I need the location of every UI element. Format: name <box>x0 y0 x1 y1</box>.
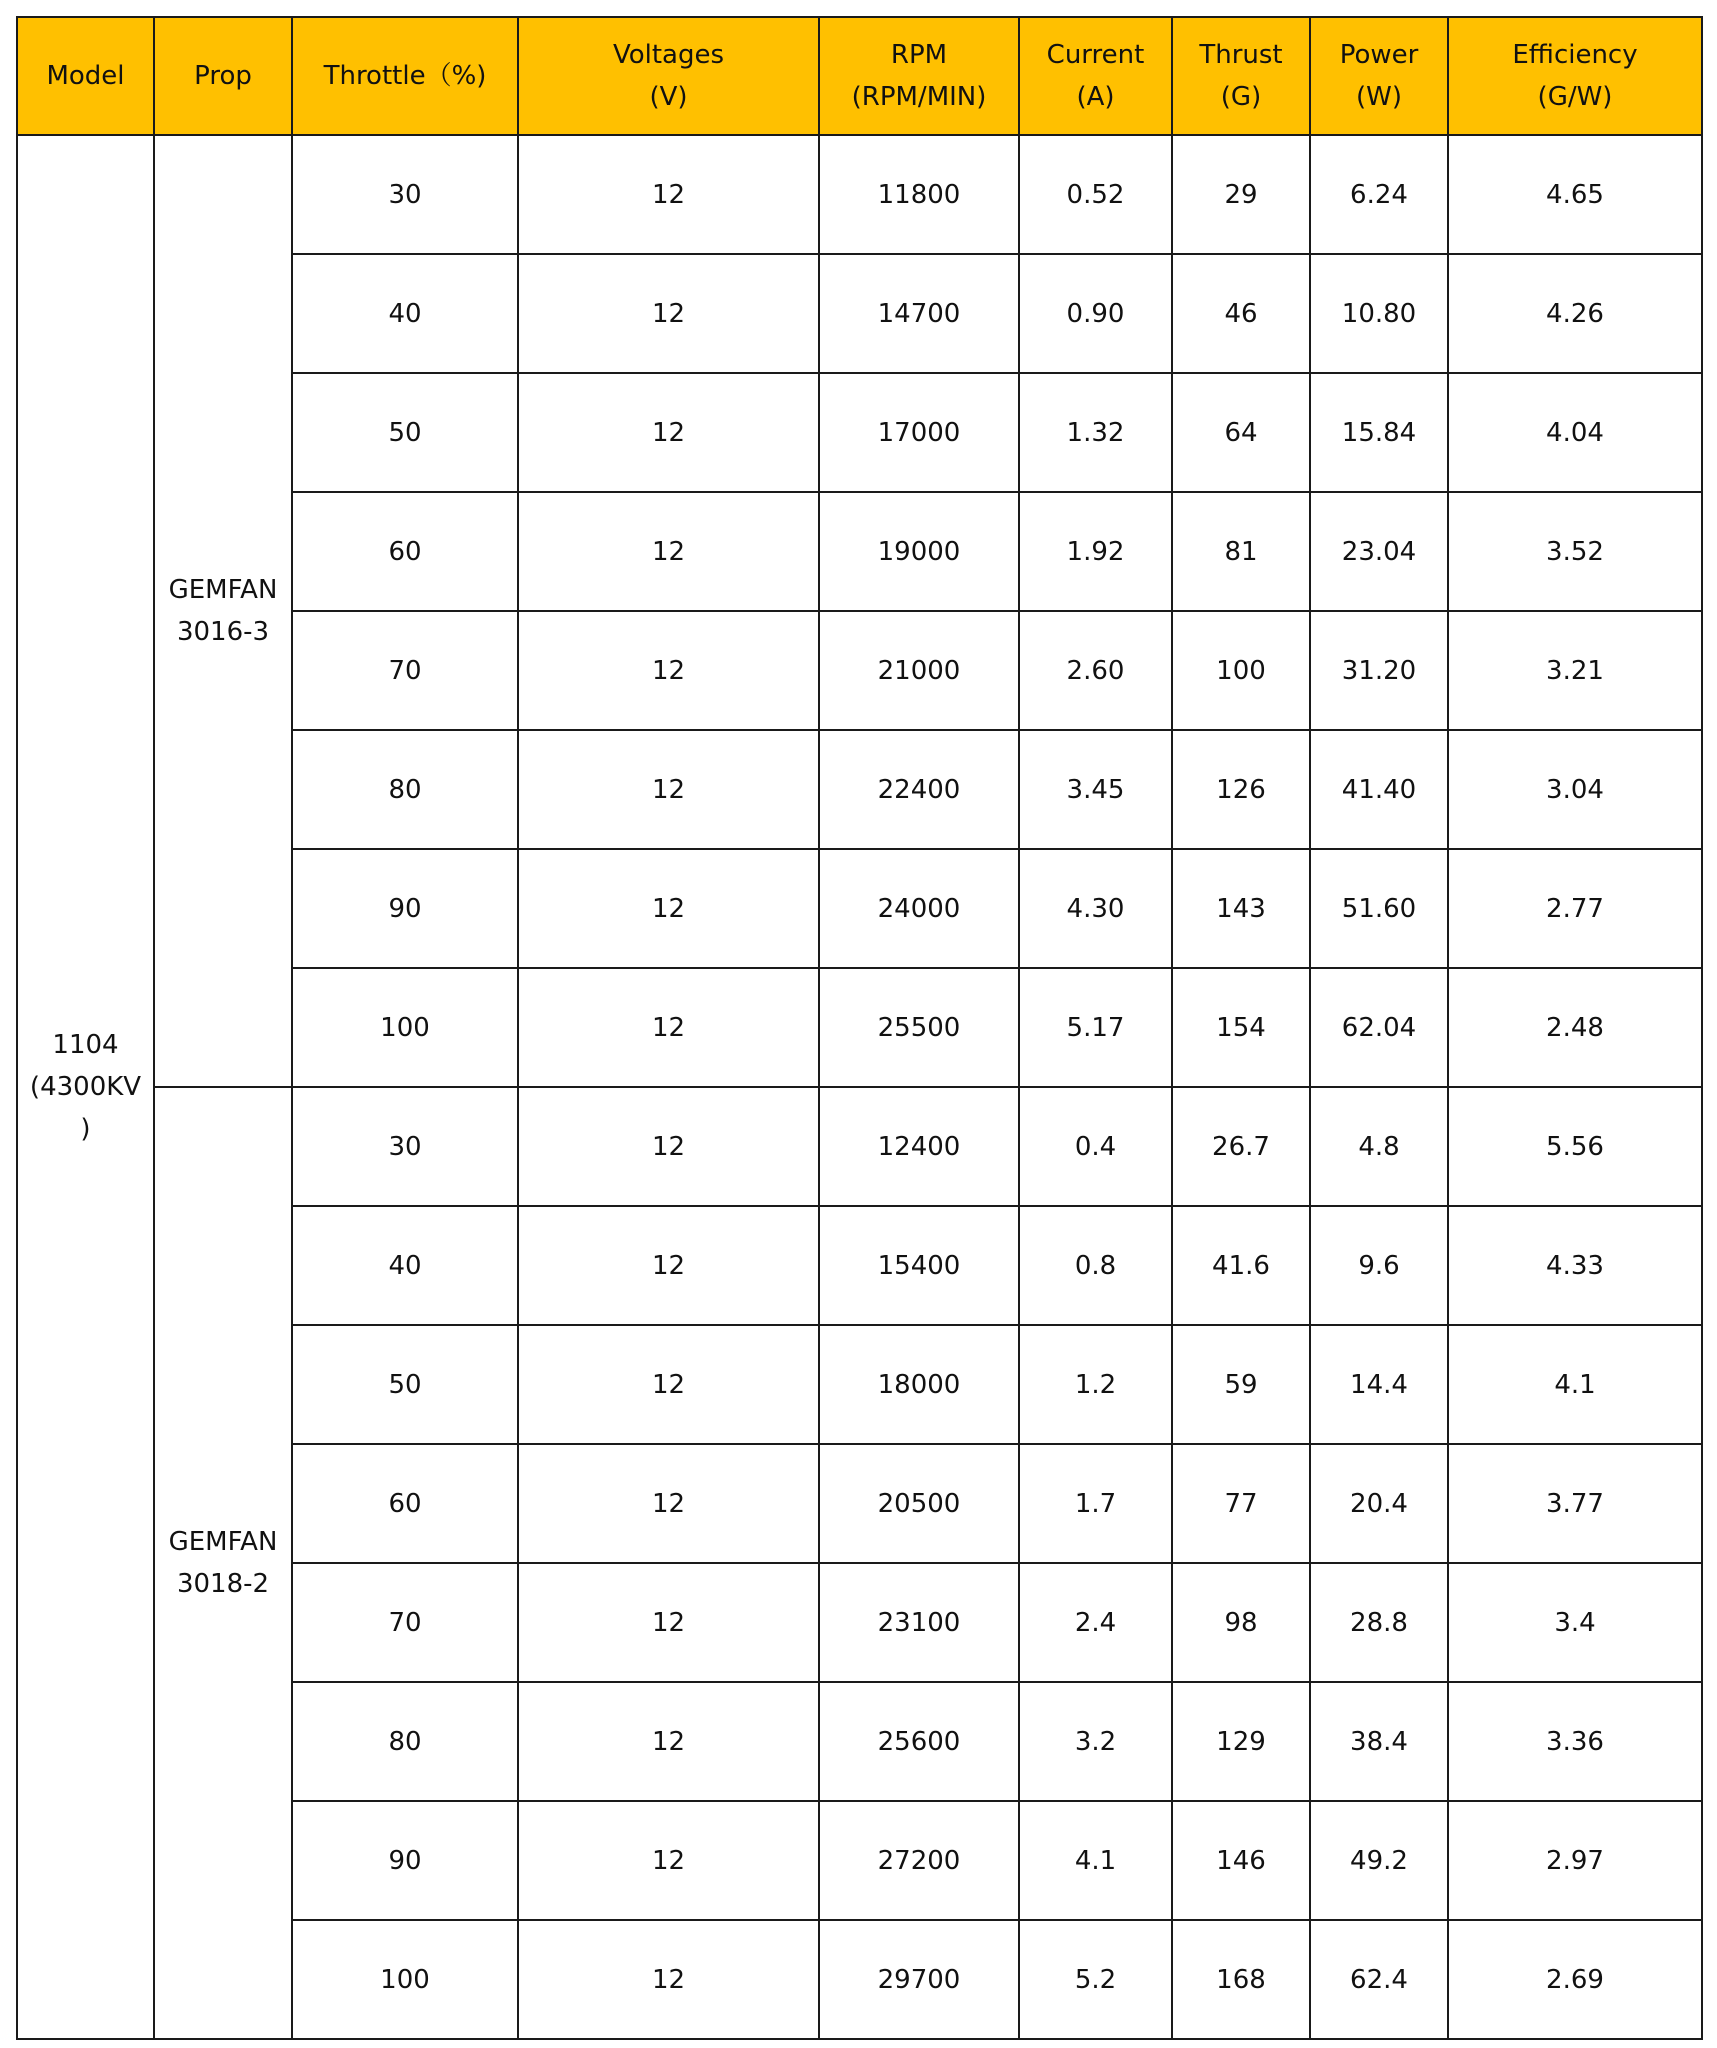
table-body <box>17 135 1702 2039</box>
power-cell: 28.8 <box>1310 1563 1448 1682</box>
efficiency-cell: 5.56 <box>1448 1087 1702 1206</box>
power-cell: 4.8 <box>1310 1087 1448 1206</box>
current-cell: 4.30 <box>1019 849 1172 968</box>
thrust-cell: 168 <box>1172 1920 1310 2039</box>
rpm-cell: 11800 <box>819 135 1019 254</box>
current-cell: 5.17 <box>1019 968 1172 1087</box>
voltage-cell: 12 <box>518 373 819 492</box>
power-cell: 15.84 <box>1310 373 1448 492</box>
header-efficiency-unit: (G/W) <box>1537 82 1613 112</box>
current-cell: 0.4 <box>1019 1087 1172 1206</box>
voltage-cell: 12 <box>518 492 819 611</box>
throttle-cell: 70 <box>292 1563 518 1682</box>
voltage-cell: 12 <box>518 1563 819 1682</box>
rpm-cell: 15400 <box>819 1206 1019 1325</box>
thrust-cell: 77 <box>1172 1444 1310 1563</box>
power-cell: 6.24 <box>1310 135 1448 254</box>
throttle-cell: 40 <box>292 1206 518 1325</box>
voltage-cell: 12 <box>518 135 819 254</box>
efficiency-cell: 3.36 <box>1448 1682 1702 1801</box>
rpm-cell: 17000 <box>819 373 1019 492</box>
current-cell: 1.92 <box>1019 492 1172 611</box>
voltage-cell: 12 <box>518 1206 819 1325</box>
thrust-cell: 154 <box>1172 968 1310 1087</box>
current-cell: 5.2 <box>1019 1920 1172 2039</box>
efficiency-cell: 3.04 <box>1448 730 1702 849</box>
thrust-cell: 126 <box>1172 730 1310 849</box>
motor-performance-table <box>16 16 1703 2040</box>
rpm-cell: 19000 <box>819 492 1019 611</box>
model-line: 1104 <box>52 1030 119 1060</box>
model-line: ) <box>80 1114 91 1144</box>
header-current-label: Current <box>1046 40 1145 70</box>
efficiency-cell: 3.77 <box>1448 1444 1702 1563</box>
rpm-cell: 21000 <box>819 611 1019 730</box>
model-line: (4300KV <box>29 1072 142 1102</box>
header-voltage <box>518 17 819 135</box>
power-cell: 62.04 <box>1310 968 1448 1087</box>
efficiency-cell: 2.97 <box>1448 1801 1702 1920</box>
voltage-cell: 12 <box>518 254 819 373</box>
current-cell: 1.32 <box>1019 373 1172 492</box>
header-rpm <box>819 17 1019 135</box>
rpm-cell: 14700 <box>819 254 1019 373</box>
rpm-cell: 24000 <box>819 849 1019 968</box>
header-voltage-label: Voltages <box>612 40 725 70</box>
header-current <box>1019 17 1172 135</box>
thrust-cell: 29 <box>1172 135 1310 254</box>
header-rpm-unit: (RPM/MIN) <box>851 82 987 112</box>
throttle-cell: 80 <box>292 1682 518 1801</box>
current-cell: 1.7 <box>1019 1444 1172 1563</box>
thrust-cell: 46 <box>1172 254 1310 373</box>
power-cell: 62.4 <box>1310 1920 1448 2039</box>
table-row <box>17 135 1702 254</box>
prop-cell <box>154 135 292 1087</box>
efficiency-cell: 2.77 <box>1448 849 1702 968</box>
thrust-cell: 26.7 <box>1172 1087 1310 1206</box>
throttle-cell: 90 <box>292 1801 518 1920</box>
voltage-cell: 12 <box>518 1444 819 1563</box>
prop-line: 3016-3 <box>176 617 270 647</box>
header-model: Model <box>17 17 154 135</box>
current-cell: 2.4 <box>1019 1563 1172 1682</box>
performance-sheet <box>16 16 1703 2040</box>
power-cell: 49.2 <box>1310 1801 1448 1920</box>
power-cell: 38.4 <box>1310 1682 1448 1801</box>
throttle-cell: 70 <box>292 611 518 730</box>
current-cell: 3.2 <box>1019 1682 1172 1801</box>
throttle-cell: 60 <box>292 1444 518 1563</box>
current-cell: 0.90 <box>1019 254 1172 373</box>
voltage-cell: 12 <box>518 611 819 730</box>
thrust-cell: 98 <box>1172 1563 1310 1682</box>
efficiency-cell: 3.21 <box>1448 611 1702 730</box>
header-voltage-unit: (V) <box>649 82 688 112</box>
power-cell: 31.20 <box>1310 611 1448 730</box>
efficiency-cell: 4.04 <box>1448 373 1702 492</box>
current-cell: 1.2 <box>1019 1325 1172 1444</box>
voltage-cell: 12 <box>518 1325 819 1444</box>
efficiency-cell: 4.26 <box>1448 254 1702 373</box>
thrust-cell: 41.6 <box>1172 1206 1310 1325</box>
current-cell: 0.8 <box>1019 1206 1172 1325</box>
thrust-cell: 143 <box>1172 849 1310 968</box>
throttle-cell: 50 <box>292 373 518 492</box>
efficiency-cell: 2.69 <box>1448 1920 1702 2039</box>
efficiency-cell: 2.48 <box>1448 968 1702 1087</box>
throttle-cell: 80 <box>292 730 518 849</box>
thrust-cell: 129 <box>1172 1682 1310 1801</box>
header-prop: Prop <box>154 17 292 135</box>
rpm-cell: 18000 <box>819 1325 1019 1444</box>
prop-line: GEMFAN <box>168 1527 278 1557</box>
rpm-cell: 20500 <box>819 1444 1019 1563</box>
power-cell: 9.6 <box>1310 1206 1448 1325</box>
voltage-cell: 12 <box>518 1087 819 1206</box>
efficiency-cell: 3.4 <box>1448 1563 1702 1682</box>
current-cell: 4.1 <box>1019 1801 1172 1920</box>
throttle-cell: 100 <box>292 968 518 1087</box>
thrust-cell: 100 <box>1172 611 1310 730</box>
current-cell: 0.52 <box>1019 135 1172 254</box>
rpm-cell: 22400 <box>819 730 1019 849</box>
voltage-cell: 12 <box>518 1682 819 1801</box>
power-cell: 41.40 <box>1310 730 1448 849</box>
power-cell: 23.04 <box>1310 492 1448 611</box>
power-cell: 14.4 <box>1310 1325 1448 1444</box>
prop-line: GEMFAN <box>168 575 278 605</box>
prop-cell <box>154 1087 292 2039</box>
voltage-cell: 12 <box>518 849 819 968</box>
header-power-unit: (W) <box>1356 82 1402 112</box>
voltage-cell: 12 <box>518 730 819 849</box>
header-row <box>17 17 1702 135</box>
thrust-cell: 64 <box>1172 373 1310 492</box>
throttle-cell: 50 <box>292 1325 518 1444</box>
voltage-cell: 12 <box>518 1920 819 2039</box>
header-thrust-unit: (G) <box>1220 82 1262 112</box>
throttle-cell: 90 <box>292 849 518 968</box>
current-cell: 2.60 <box>1019 611 1172 730</box>
thrust-cell: 81 <box>1172 492 1310 611</box>
header-thrust <box>1172 17 1310 135</box>
throttle-cell: 60 <box>292 492 518 611</box>
rpm-cell: 25600 <box>819 1682 1019 1801</box>
header-efficiency <box>1448 17 1702 135</box>
throttle-cell: 40 <box>292 254 518 373</box>
power-cell: 20.4 <box>1310 1444 1448 1563</box>
thrust-cell: 146 <box>1172 1801 1310 1920</box>
efficiency-cell: 4.1 <box>1448 1325 1702 1444</box>
rpm-cell: 12400 <box>819 1087 1019 1206</box>
header-power <box>1310 17 1448 135</box>
header-rpm-label: RPM <box>890 40 948 70</box>
prop-line: 3018-2 <box>176 1569 270 1599</box>
table-row <box>17 1087 1702 1206</box>
voltage-cell: 12 <box>518 1801 819 1920</box>
voltage-cell: 12 <box>518 968 819 1087</box>
thrust-cell: 59 <box>1172 1325 1310 1444</box>
current-cell: 3.45 <box>1019 730 1172 849</box>
header-thrust-label: Thrust <box>1199 40 1283 70</box>
efficiency-cell: 3.52 <box>1448 492 1702 611</box>
model-cell <box>17 135 154 2039</box>
throttle-cell: 30 <box>292 135 518 254</box>
header-power-label: Power <box>1339 40 1419 70</box>
rpm-cell: 29700 <box>819 1920 1019 2039</box>
rpm-cell: 25500 <box>819 968 1019 1087</box>
power-cell: 10.80 <box>1310 254 1448 373</box>
header-efficiency-label: Efficiency <box>1512 40 1638 70</box>
rpm-cell: 27200 <box>819 1801 1019 1920</box>
efficiency-cell: 4.33 <box>1448 1206 1702 1325</box>
efficiency-cell: 4.65 <box>1448 135 1702 254</box>
throttle-cell: 100 <box>292 1920 518 2039</box>
power-cell: 51.60 <box>1310 849 1448 968</box>
throttle-cell: 30 <box>292 1087 518 1206</box>
header-throttle: Throttle（%) <box>292 17 518 135</box>
header-current-unit: (A) <box>1076 82 1115 112</box>
rpm-cell: 23100 <box>819 1563 1019 1682</box>
